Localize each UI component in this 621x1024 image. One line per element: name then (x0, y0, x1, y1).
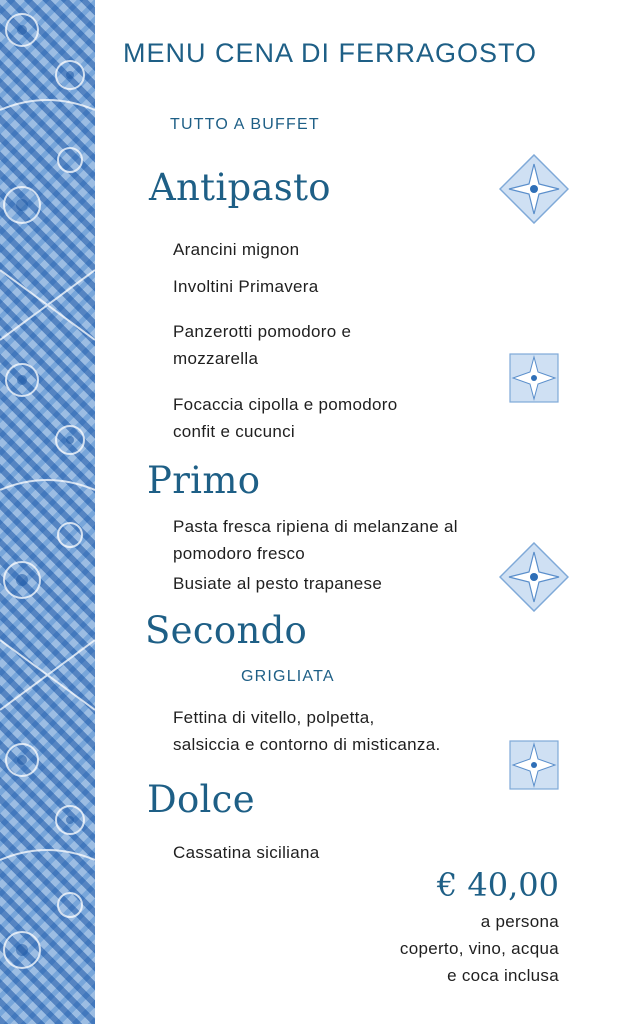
menu-item: Cassatina siciliana (173, 843, 320, 862)
menu-item: Arancini mignon (173, 240, 300, 259)
section-subheading-grigliata: GRIGLIATA (241, 668, 335, 685)
menu-item: Busiate al pesto trapanese (173, 574, 383, 593)
star-tile-icon (509, 353, 559, 403)
section-heading-primo: Primo (147, 459, 261, 502)
price-note: a persona coperto, vino, acqua e coca inclusa (399, 912, 559, 985)
star-tile-icon (509, 740, 559, 790)
price-amount: € 40,00 (436, 866, 559, 904)
menu-item: Focaccia cipolla e pomodoro confit e cucunci (173, 395, 398, 441)
section-heading-secondo: Secondo (145, 609, 308, 652)
menu-item: Fettina di vitello, polpetta, salsiccia e contorno di misticanza. (173, 708, 441, 754)
menu-title: MENU CENA DI FERRAGOSTO (123, 38, 538, 68)
section-heading-dolce: Dolce (147, 778, 255, 821)
majolica-tile-border (0, 0, 95, 1024)
menu-item: Pasta fresca ripiena di melanzane al pomodoro fresco (173, 517, 458, 563)
star-tile-icon (499, 542, 569, 612)
menu-item: Involtini Primavera (173, 277, 319, 296)
menu-subtitle: TUTTO A BUFFET (170, 116, 320, 133)
star-tile-icon (499, 154, 569, 224)
menu-item: Panzerotti pomodoro e mozzarella (173, 322, 352, 368)
section-heading-antipasto: Antipasto (149, 166, 331, 209)
